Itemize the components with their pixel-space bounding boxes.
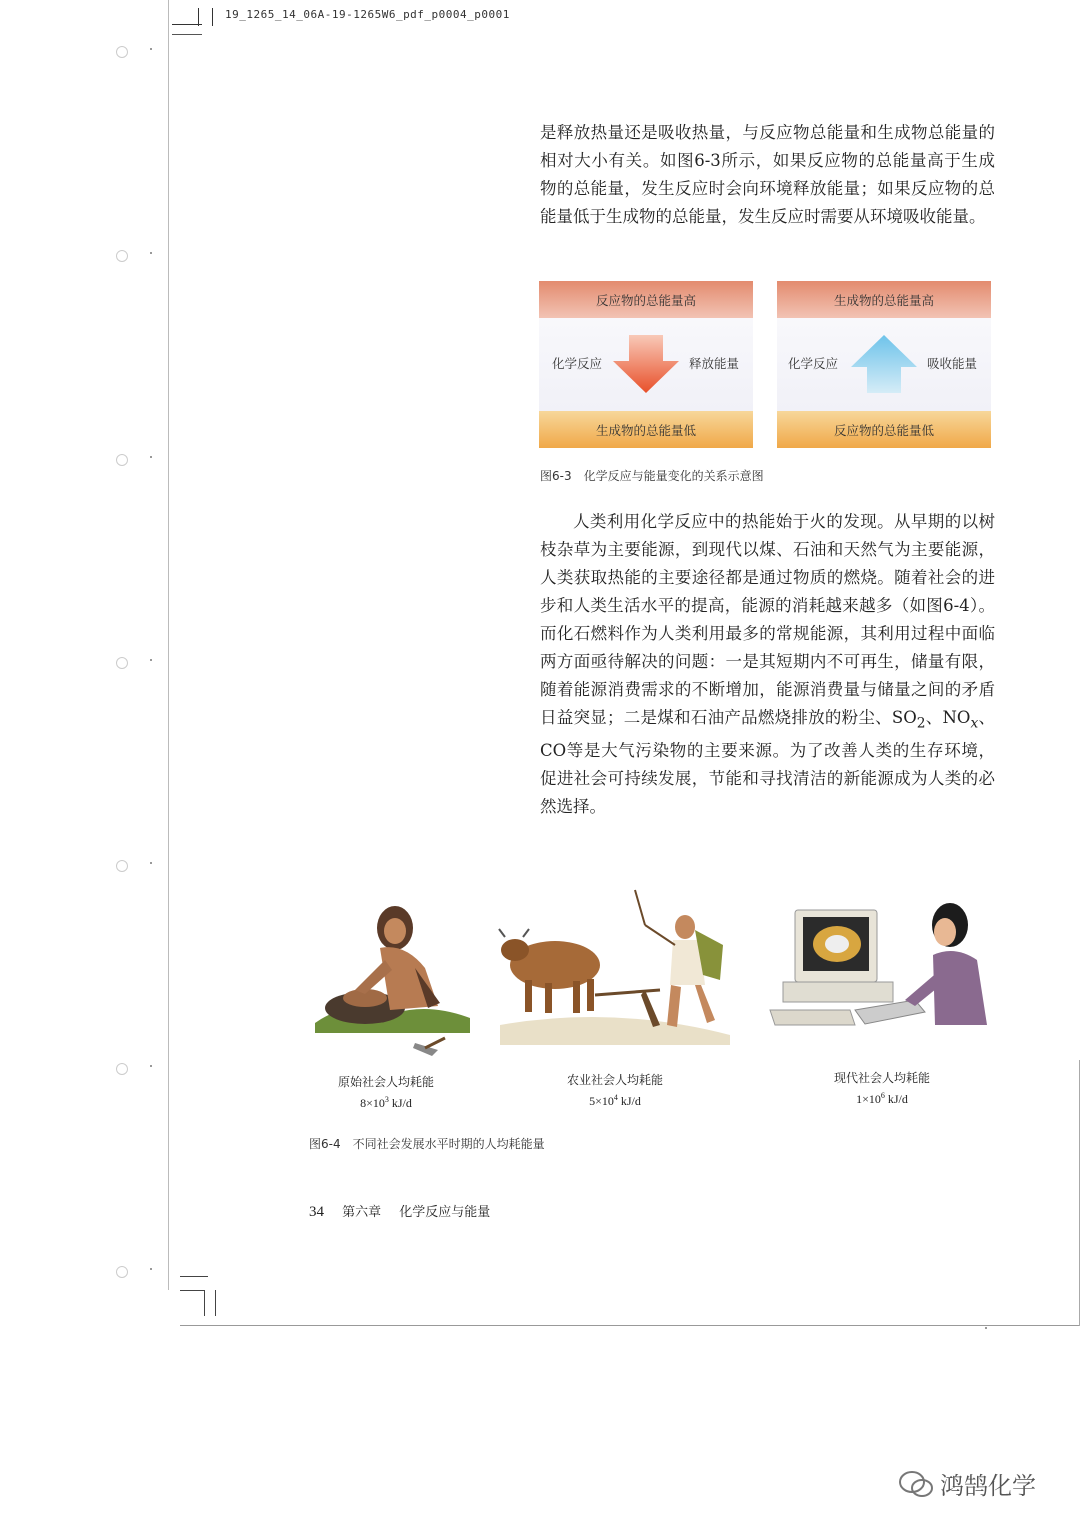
paragraph-text: 、NO (925, 708, 971, 727)
body-paragraph: 是释放热量还是吸收热量，与反应物总能量和生成物总能量的相对大小有关。如图6-3所示，如果反应物的总能量高于生成物的总能量，发生反应时会向环境释放能量；如果反应物的总能量低于生成物的总能量，发生反应时需要从环境吸收能量。 (540, 123, 995, 226)
page-bottom-edge (180, 1325, 1080, 1326)
page-left-edge (168, 0, 169, 1290)
ox-plowing-illustration (495, 885, 735, 1050)
subscript: 2 (916, 715, 926, 732)
scan-dot (150, 456, 152, 458)
computer-worker-illustration (765, 900, 1000, 1050)
reactant-energy-low-band: 反应物的总能量低 (777, 411, 991, 448)
body-paragraph (540, 508, 995, 821)
scan-dot (985, 1327, 987, 1329)
scan-dot (150, 659, 152, 661)
binder-hole (116, 454, 128, 466)
scan-crop-mark (180, 1276, 208, 1277)
value-base: 5×10 (589, 1094, 614, 1108)
chapter-title: 化学反应与能量 (399, 1205, 491, 1220)
value-exponent: 3 (384, 1095, 389, 1104)
binder-hole (116, 1063, 128, 1075)
era-title: 现代社会人均耗能 (833, 1071, 930, 1085)
wechat-icon (898, 1469, 934, 1499)
binder-hole (116, 46, 128, 58)
energy-release-diagram (539, 281, 753, 448)
binder-hole (116, 1266, 128, 1278)
scan-crop-mark (215, 1290, 216, 1316)
value-unit: kJ/d (617, 1094, 641, 1108)
era-energy-label-primitive (286, 1074, 486, 1112)
energy-absorb-diagram (777, 281, 991, 448)
era-energy-value (286, 1091, 486, 1112)
page-footer (309, 1201, 490, 1221)
primitive-man-fire-illustration (310, 898, 480, 1070)
scan-dot (150, 862, 152, 864)
scan-dot (150, 48, 152, 50)
scan-dot (150, 1268, 152, 1270)
down-arrow-icon (611, 333, 681, 395)
value-unit: kJ/d (884, 1092, 908, 1106)
era-title: 农业社会人均耗能 (566, 1073, 663, 1087)
subscript: x (970, 715, 979, 732)
value-base: 8×10 (360, 1096, 385, 1110)
scan-dot (150, 1065, 152, 1067)
reactant-energy-high-band: 反应物的总能量高 (539, 281, 753, 318)
scan-crop-mark (180, 1290, 204, 1291)
scan-dot (150, 252, 152, 254)
absorb-energy-label: 吸收能量 (927, 356, 978, 371)
watermark (898, 1466, 1036, 1501)
scan-header-text: 19_1265_14_06A-19-1265W6_pdf_p0004_p0001 (225, 8, 510, 21)
era-energy-label-modern (782, 1070, 982, 1108)
binder-hole (116, 250, 128, 262)
scan-crop-mark (204, 1290, 205, 1316)
paragraph-text: 人类利用化学反应中的热能始于火的发现。从早期的以树枝杂草为主要能源，到现代以煤、石油和天然气为主要能源，人类获取热能的主要途径都是通过物质的燃烧。随着社会的进步和人类生活水平的提高，能源的消耗越来越多（如图6-4）。而化石燃料作为人类利用最多的常规能源，其利用过程中面临两方面亟待解决的问题：一是其短期内不可再生，储量有限，随着能源消费需求的不断增加，能源消费量与储量之间的矛盾日益突显；二是煤和石油产品燃烧排放的粉尘、SO (540, 512, 995, 727)
scan-crop-mark (198, 8, 199, 26)
product-energy-high-band: 生成物的总能量高 (777, 281, 991, 318)
watermark-text: 鸿鹄化学 (940, 1472, 1036, 1500)
chemical-reaction-label: 化学反应 (552, 356, 603, 371)
chemical-reaction-label: 化学反应 (788, 356, 839, 371)
era-energy-value (782, 1087, 982, 1108)
scan-crop-mark (212, 8, 213, 26)
era-energy-label-agricultural (515, 1072, 715, 1110)
release-energy-label: 释放能量 (689, 356, 740, 371)
value-exponent: 6 (880, 1091, 885, 1100)
value-unit: kJ/d (388, 1096, 412, 1110)
binder-hole (116, 657, 128, 669)
paragraph-text: 、CO等是大气污染物的主要来源。为了改善人类的生存环境，促进社会可持续发展，节能和寻找清洁的新能源成为人类的必然选择。 (540, 708, 995, 817)
value-base: 1×10 (856, 1092, 881, 1106)
chapter-number: 第六章 (342, 1205, 382, 1220)
era-title: 原始社会人均耗能 (337, 1075, 434, 1089)
figure-caption: 图6-4 不同社会发展水平时期的人均耗能量 (309, 1137, 545, 1151)
scan-crop-mark (172, 34, 202, 35)
page-number: 34 (309, 1204, 324, 1220)
figure-caption: 图6-3 化学反应与能量变化的关系示意图 (540, 469, 764, 483)
value-exponent: 4 (613, 1093, 618, 1102)
binder-hole (116, 860, 128, 872)
era-energy-value (515, 1089, 715, 1110)
product-energy-low-band: 生成物的总能量低 (539, 411, 753, 448)
up-arrow-icon (849, 333, 919, 395)
